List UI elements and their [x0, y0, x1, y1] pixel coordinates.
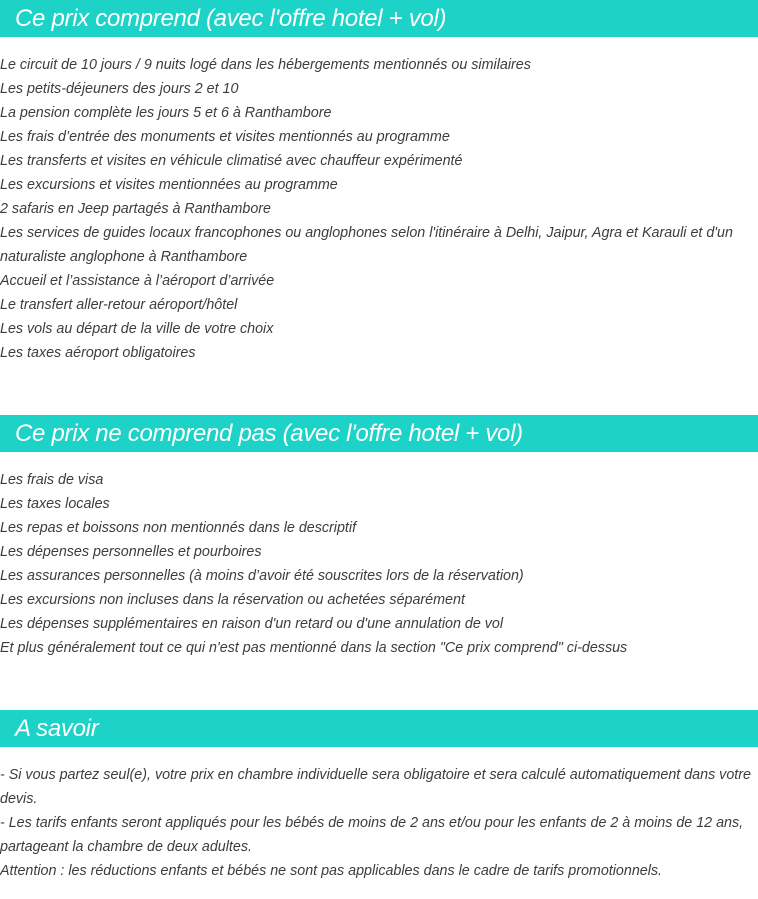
list-item: Le circuit de 10 jours / 9 nuits logé dans les hébergements mentionnés ou similaires: [0, 57, 531, 73]
excluded-list: [0, 468, 758, 660]
list-item: Les dépenses personnelles et pourboires: [0, 544, 262, 560]
list-item: Les taxes aéroport obligatoires: [0, 345, 196, 361]
info-header: [0, 710, 758, 747]
list-item: 2 safaris en Jeep partagés à Ranthambore: [0, 201, 272, 217]
list-item: Les excursions non incluses dans la réservation ou achetées séparément: [0, 592, 465, 608]
list-item: Les taxes locales: [0, 496, 110, 512]
list-item: Les transferts et visites en véhicule climatisé avec chauffeur expérimenté: [0, 153, 463, 169]
list-item: Les assurances personnelles (à moins d’avoir été souscrites lors de la réservation): [0, 568, 524, 584]
list-item: - Les tarifs enfants seront appliqués pour les bébés de moins de 2 ans et/ou pour les enfants de 2 à moins de 12 ans, partageant la chambre de deux adultes.: [0, 815, 744, 855]
list-item: Les excursions et visites mentionnées au programme: [0, 177, 338, 193]
list-item: Accueil et l’assistance à l’aéroport d’arrivée: [0, 273, 275, 289]
included-section: [0, 0, 758, 365]
included-title: Ce prix comprend (avec l'offre hotel + vol): [15, 5, 447, 32]
list-item: - Si vous partez seul(e), votre prix en chambre individuelle sera obligatoire et sera calculé automatiquement dans votre devis.: [0, 767, 751, 807]
list-item: Les dépenses supplémentaires en raison d'un retard ou d'une annulation de vol: [0, 616, 504, 632]
list-item: Les frais de visa: [0, 472, 104, 488]
list-item: Attention : les réductions enfants et bébés ne sont pas applicables dans le cadre de tarifs promotionnels.: [0, 863, 663, 879]
list-item: Et plus généralement tout ce qui n'est pas mentionné dans la section "Ce prix comprend" ci-dessus: [0, 640, 628, 656]
info-title: A savoir: [15, 715, 99, 742]
list-item: Les frais d’entrée des monuments et visites mentionnés au programme: [0, 129, 450, 145]
included-header: [0, 0, 758, 37]
excluded-title: Ce prix ne comprend pas (avec l'offre hotel + vol): [15, 420, 523, 447]
list-item: Les vols au départ de la ville de votre choix: [0, 321, 274, 337]
list-item: La pension complète les jours 5 et 6 à Ranthambore: [0, 105, 332, 121]
included-list: [0, 53, 758, 365]
list-item: Les petits-déjeuners des jours 2 et 10: [0, 81, 239, 97]
list-item: Le transfert aller-retour aéroport/hôtel: [0, 297, 238, 313]
excluded-section: [0, 415, 758, 660]
list-item: Les repas et boissons non mentionnés dans le descriptif: [0, 520, 357, 536]
info-section: [0, 710, 758, 883]
list-item: Les services de guides locaux francophones ou anglophones selon l'itinéraire à Delhi, Jaipur, Agra et Karauli et d'un naturaliste anglophone à Ranthambore: [0, 225, 733, 265]
info-list: [0, 763, 758, 883]
excluded-header: [0, 415, 758, 452]
